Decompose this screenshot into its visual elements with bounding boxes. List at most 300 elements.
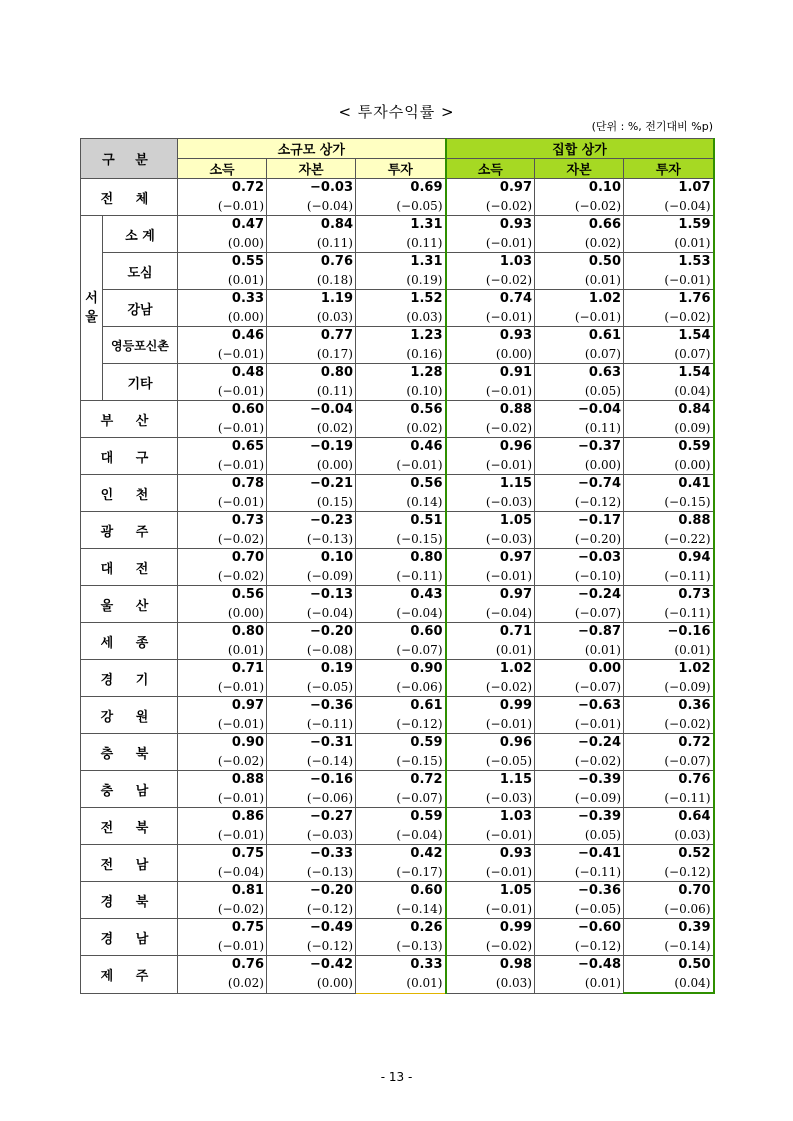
value-cell: 0.90 bbox=[178, 734, 267, 753]
change-cell: (−0.02) bbox=[446, 271, 535, 290]
change-cell: (−0.02) bbox=[178, 567, 267, 586]
change-cell: (0.00) bbox=[446, 345, 535, 364]
row-label-text: 대 구 bbox=[100, 450, 158, 466]
row-label bbox=[81, 475, 178, 512]
value-cell: 0.26 bbox=[356, 919, 446, 938]
value-cell: 0.93 bbox=[446, 216, 535, 235]
change-cell: (−0.01) bbox=[446, 715, 535, 734]
value-cell: −0.19 bbox=[267, 438, 356, 457]
value-cell: 1.76 bbox=[624, 290, 714, 309]
change-cell: (−0.01) bbox=[178, 826, 267, 845]
change-cell: (−0.01) bbox=[178, 382, 267, 401]
value-cell: 0.10 bbox=[267, 549, 356, 568]
change-cell: (−0.14) bbox=[624, 937, 714, 956]
value-cell: 0.50 bbox=[535, 253, 624, 272]
value-cell: 0.36 bbox=[624, 697, 714, 716]
value-cell: 0.42 bbox=[356, 845, 446, 864]
value-cell: 0.93 bbox=[446, 327, 535, 346]
change-cell: (−0.12) bbox=[267, 937, 356, 956]
table-row bbox=[81, 586, 714, 605]
value-cell: 0.93 bbox=[446, 845, 535, 864]
change-cell: (0.14) bbox=[356, 493, 446, 512]
row-label bbox=[81, 845, 178, 882]
row-label-text: 세 종 bbox=[100, 635, 158, 651]
change-cell: (−0.01) bbox=[178, 345, 267, 364]
change-cell: (0.03) bbox=[624, 826, 714, 845]
value-cell: 1.15 bbox=[446, 475, 535, 494]
value-cell: 0.50 bbox=[624, 956, 714, 975]
value-cell: 0.59 bbox=[624, 438, 714, 457]
value-cell: 0.33 bbox=[178, 290, 267, 309]
change-cell: (0.18) bbox=[267, 271, 356, 290]
value-cell: −0.41 bbox=[535, 845, 624, 864]
change-cell: (−0.07) bbox=[535, 678, 624, 697]
row-label: 도심 bbox=[103, 253, 178, 290]
table-row bbox=[81, 623, 714, 642]
seoul-group-label: 서 울 bbox=[81, 216, 103, 401]
change-cell: (−0.07) bbox=[356, 789, 446, 808]
change-cell: (−0.11) bbox=[624, 789, 714, 808]
change-cell: (−0.05) bbox=[267, 678, 356, 697]
change-cell: (0.11) bbox=[267, 382, 356, 401]
table-row bbox=[81, 290, 714, 309]
change-cell: (−0.01) bbox=[178, 419, 267, 438]
change-cell: (0.02) bbox=[356, 419, 446, 438]
value-cell: 0.80 bbox=[356, 549, 446, 568]
value-cell: 0.00 bbox=[535, 660, 624, 679]
table-row bbox=[81, 771, 714, 790]
change-cell: (0.01) bbox=[446, 641, 535, 660]
change-cell: (−0.07) bbox=[535, 604, 624, 623]
change-cell: (−0.15) bbox=[356, 752, 446, 771]
unit-note: (단위 : %, 전기대비 %p) bbox=[591, 120, 713, 133]
change-cell: (0.01) bbox=[356, 974, 446, 993]
value-cell: 0.81 bbox=[178, 882, 267, 901]
value-cell: 0.99 bbox=[446, 919, 535, 938]
small-income-header: 소득 bbox=[178, 159, 267, 179]
change-cell: (−0.03) bbox=[267, 826, 356, 845]
table-row bbox=[81, 660, 714, 679]
change-cell: (−0.06) bbox=[267, 789, 356, 808]
row-label bbox=[81, 771, 178, 808]
row-label bbox=[81, 438, 178, 475]
change-cell: (0.17) bbox=[267, 345, 356, 364]
value-cell: −0.23 bbox=[267, 512, 356, 531]
change-cell: (−0.11) bbox=[356, 567, 446, 586]
change-cell: (0.15) bbox=[267, 493, 356, 512]
change-cell: (0.07) bbox=[535, 345, 624, 364]
value-cell: −0.20 bbox=[267, 623, 356, 642]
row-label bbox=[81, 734, 178, 771]
change-cell: (−0.04) bbox=[267, 197, 356, 216]
row-label-text: 경 남 bbox=[100, 931, 158, 947]
value-cell: 0.72 bbox=[356, 771, 446, 790]
value-cell: −0.60 bbox=[535, 919, 624, 938]
value-cell: −0.63 bbox=[535, 697, 624, 716]
change-cell: (−0.01) bbox=[535, 715, 624, 734]
value-cell: −0.04 bbox=[267, 401, 356, 420]
table-row bbox=[81, 845, 714, 864]
change-cell: (−0.01) bbox=[446, 567, 535, 586]
value-cell: −0.33 bbox=[267, 845, 356, 864]
change-cell: (−0.15) bbox=[624, 493, 714, 512]
value-cell: 0.75 bbox=[178, 919, 267, 938]
value-cell: 0.47 bbox=[178, 216, 267, 235]
row-label bbox=[81, 401, 178, 438]
change-cell: (−0.04) bbox=[356, 604, 446, 623]
value-cell: 0.99 bbox=[446, 697, 535, 716]
change-cell: (−0.01) bbox=[178, 678, 267, 697]
change-cell: (0.00) bbox=[178, 604, 267, 623]
change-cell: (0.16) bbox=[356, 345, 446, 364]
change-cell: (0.01) bbox=[535, 641, 624, 660]
change-cell: (0.00) bbox=[624, 456, 714, 475]
table-row bbox=[81, 438, 714, 457]
row-label bbox=[81, 697, 178, 734]
change-cell: (0.04) bbox=[624, 974, 714, 993]
change-cell: (−0.03) bbox=[446, 493, 535, 512]
table-row bbox=[81, 734, 714, 753]
value-cell: −0.04 bbox=[535, 401, 624, 420]
value-cell: 0.76 bbox=[178, 956, 267, 975]
value-cell: 0.88 bbox=[446, 401, 535, 420]
value-cell: 1.54 bbox=[624, 327, 714, 346]
row-label-text: 전 남 bbox=[100, 857, 158, 873]
value-cell: −0.24 bbox=[535, 734, 624, 753]
change-cell: (0.05) bbox=[535, 826, 624, 845]
table-row bbox=[81, 697, 714, 716]
small-investment-header: 투자 bbox=[356, 159, 446, 179]
value-cell: 0.63 bbox=[535, 364, 624, 383]
value-cell: 1.02 bbox=[446, 660, 535, 679]
change-cell: (−0.01) bbox=[446, 900, 535, 919]
value-cell: 1.31 bbox=[356, 216, 446, 235]
value-cell: −0.36 bbox=[267, 697, 356, 716]
value-cell: −0.21 bbox=[267, 475, 356, 494]
row-label bbox=[81, 512, 178, 549]
cluster-income-header: 소득 bbox=[446, 159, 535, 179]
change-cell: (−0.03) bbox=[446, 789, 535, 808]
value-cell: 0.56 bbox=[356, 401, 446, 420]
change-cell: (−0.01) bbox=[535, 308, 624, 327]
value-cell: 0.72 bbox=[178, 179, 267, 198]
table-row bbox=[81, 549, 714, 568]
value-cell: 0.94 bbox=[624, 549, 714, 568]
row-label-text: 경 북 bbox=[100, 894, 158, 910]
value-cell: 0.46 bbox=[178, 327, 267, 346]
change-cell: (−0.02) bbox=[446, 419, 535, 438]
change-cell: (−0.02) bbox=[624, 308, 714, 327]
small-shop-header: 소규모 상가 bbox=[178, 139, 446, 159]
value-cell: 1.53 bbox=[624, 253, 714, 272]
value-cell: 0.56 bbox=[178, 586, 267, 605]
value-cell: 0.76 bbox=[624, 771, 714, 790]
table-row bbox=[81, 808, 714, 827]
row-label bbox=[81, 882, 178, 919]
value-cell: −0.87 bbox=[535, 623, 624, 642]
value-cell: 1.15 bbox=[446, 771, 535, 790]
value-cell: 0.52 bbox=[624, 845, 714, 864]
value-cell: −0.16 bbox=[624, 623, 714, 642]
row-label: 소 계 bbox=[103, 216, 178, 253]
value-cell: −0.20 bbox=[267, 882, 356, 901]
change-cell: (0.01) bbox=[624, 641, 714, 660]
value-cell: 1.02 bbox=[624, 660, 714, 679]
value-cell: 0.66 bbox=[535, 216, 624, 235]
change-cell: (−0.01) bbox=[178, 789, 267, 808]
row-label: 영등포신촌 bbox=[103, 327, 178, 364]
value-cell: 0.96 bbox=[446, 438, 535, 457]
change-cell: (−0.08) bbox=[267, 641, 356, 660]
value-cell: −0.13 bbox=[267, 586, 356, 605]
change-cell: (−0.12) bbox=[624, 863, 714, 882]
table-row bbox=[81, 179, 714, 198]
change-cell: (0.04) bbox=[624, 382, 714, 401]
table-title: < 투자수익률 > bbox=[338, 103, 455, 121]
value-cell: 0.76 bbox=[267, 253, 356, 272]
value-cell: 1.52 bbox=[356, 290, 446, 309]
change-cell: (−0.17) bbox=[356, 863, 446, 882]
change-cell: (−0.01) bbox=[624, 271, 714, 290]
change-cell: (−0.02) bbox=[178, 752, 267, 771]
change-cell: (0.02) bbox=[535, 234, 624, 253]
change-cell: (−0.14) bbox=[267, 752, 356, 771]
row-label bbox=[81, 919, 178, 956]
value-cell: 0.64 bbox=[624, 808, 714, 827]
value-cell: 1.54 bbox=[624, 364, 714, 383]
value-cell: 0.73 bbox=[624, 586, 714, 605]
table-row bbox=[81, 327, 714, 346]
change-cell: (−0.01) bbox=[446, 863, 535, 882]
row-label: 강남 bbox=[103, 290, 178, 327]
change-cell: (−0.05) bbox=[356, 197, 446, 216]
value-cell: 0.60 bbox=[356, 882, 446, 901]
small-capital-header: 자본 bbox=[267, 159, 356, 179]
value-cell: 1.03 bbox=[446, 253, 535, 272]
value-cell: 0.77 bbox=[267, 327, 356, 346]
table-row bbox=[81, 956, 714, 975]
value-cell: 0.59 bbox=[356, 734, 446, 753]
value-cell: 0.19 bbox=[267, 660, 356, 679]
category-header: 구 분 bbox=[81, 139, 178, 179]
value-cell: 0.65 bbox=[178, 438, 267, 457]
value-cell: 0.88 bbox=[624, 512, 714, 531]
value-cell: 0.78 bbox=[178, 475, 267, 494]
value-cell: 0.61 bbox=[535, 327, 624, 346]
row-label bbox=[81, 179, 178, 216]
value-cell: 1.02 bbox=[535, 290, 624, 309]
value-cell: −0.17 bbox=[535, 512, 624, 531]
value-cell: 0.75 bbox=[178, 845, 267, 864]
change-cell: (−0.09) bbox=[624, 678, 714, 697]
change-cell: (−0.02) bbox=[446, 678, 535, 697]
value-cell: −0.36 bbox=[535, 882, 624, 901]
change-cell: (−0.12) bbox=[356, 715, 446, 734]
value-cell: 1.31 bbox=[356, 253, 446, 272]
value-cell: 0.43 bbox=[356, 586, 446, 605]
change-cell: (−0.01) bbox=[178, 937, 267, 956]
value-cell: −0.48 bbox=[535, 956, 624, 975]
change-cell: (−0.01) bbox=[356, 456, 446, 475]
row-label-text: 전 북 bbox=[100, 820, 158, 836]
change-cell: (−0.04) bbox=[178, 863, 267, 882]
change-cell: (−0.02) bbox=[535, 752, 624, 771]
change-cell: (−0.01) bbox=[178, 493, 267, 512]
change-cell: (−0.04) bbox=[356, 826, 446, 845]
value-cell: 1.05 bbox=[446, 882, 535, 901]
change-cell: (0.02) bbox=[267, 419, 356, 438]
row-label-text: 충 남 bbox=[100, 783, 158, 799]
change-cell: (−0.01) bbox=[446, 826, 535, 845]
value-cell: 0.55 bbox=[178, 253, 267, 272]
value-cell: 0.84 bbox=[624, 401, 714, 420]
value-cell: 0.80 bbox=[178, 623, 267, 642]
change-cell: (−0.04) bbox=[624, 197, 714, 216]
table-row bbox=[81, 512, 714, 531]
change-cell: (0.10) bbox=[356, 382, 446, 401]
change-cell: (−0.11) bbox=[624, 567, 714, 586]
change-cell: (−0.07) bbox=[624, 752, 714, 771]
table-row bbox=[81, 216, 714, 235]
value-cell: −0.24 bbox=[535, 586, 624, 605]
value-cell: 0.41 bbox=[624, 475, 714, 494]
change-cell: (−0.13) bbox=[267, 863, 356, 882]
value-cell: 0.91 bbox=[446, 364, 535, 383]
value-cell: 0.96 bbox=[446, 734, 535, 753]
value-cell: 1.07 bbox=[624, 179, 714, 198]
change-cell: (−0.09) bbox=[535, 789, 624, 808]
change-cell: (0.01) bbox=[535, 271, 624, 290]
change-cell: (0.00) bbox=[267, 456, 356, 475]
value-cell: −0.03 bbox=[267, 179, 356, 198]
change-cell: (−0.13) bbox=[356, 937, 446, 956]
change-cell: (0.11) bbox=[535, 419, 624, 438]
row-label-text: 광 주 bbox=[100, 524, 158, 540]
value-cell: 0.59 bbox=[356, 808, 446, 827]
value-cell: 0.71 bbox=[446, 623, 535, 642]
change-cell: (−0.20) bbox=[535, 530, 624, 549]
value-cell: 1.05 bbox=[446, 512, 535, 531]
change-cell: (−0.12) bbox=[535, 493, 624, 512]
value-cell: −0.27 bbox=[267, 808, 356, 827]
value-cell: 0.70 bbox=[624, 882, 714, 901]
value-cell: 0.60 bbox=[178, 401, 267, 420]
value-cell: 0.86 bbox=[178, 808, 267, 827]
change-cell: (0.03) bbox=[356, 308, 446, 327]
change-cell: (−0.05) bbox=[535, 900, 624, 919]
change-cell: (0.05) bbox=[535, 382, 624, 401]
row-label-text: 강 원 bbox=[100, 709, 158, 725]
value-cell: 0.73 bbox=[178, 512, 267, 531]
table-row bbox=[81, 364, 714, 383]
value-cell: −0.03 bbox=[535, 549, 624, 568]
row-label-text: 전 체 bbox=[100, 191, 158, 207]
row-label: 기타 bbox=[103, 364, 178, 401]
value-cell: 0.80 bbox=[267, 364, 356, 383]
value-cell: 0.39 bbox=[624, 919, 714, 938]
change-cell: (−0.13) bbox=[267, 530, 356, 549]
change-cell: (−0.01) bbox=[446, 234, 535, 253]
value-cell: 1.23 bbox=[356, 327, 446, 346]
value-cell: −0.37 bbox=[535, 438, 624, 457]
change-cell: (0.19) bbox=[356, 271, 446, 290]
value-cell: −0.16 bbox=[267, 771, 356, 790]
value-cell: 0.51 bbox=[356, 512, 446, 531]
value-cell: 1.28 bbox=[356, 364, 446, 383]
cluster-investment-header: 투자 bbox=[624, 159, 714, 179]
change-cell: (−0.11) bbox=[267, 715, 356, 734]
cluster-capital-header: 자본 bbox=[535, 159, 624, 179]
cluster-shop-header: 집합 상가 bbox=[446, 139, 714, 159]
change-cell: (−0.11) bbox=[624, 604, 714, 623]
change-cell: (−0.01) bbox=[446, 382, 535, 401]
row-label bbox=[81, 660, 178, 697]
change-cell: (−0.10) bbox=[535, 567, 624, 586]
value-cell: 1.03 bbox=[446, 808, 535, 827]
change-cell: (−0.12) bbox=[267, 900, 356, 919]
change-cell: (−0.05) bbox=[446, 752, 535, 771]
change-cell: (−0.03) bbox=[446, 530, 535, 549]
row-label-text: 인 천 bbox=[100, 487, 158, 503]
change-cell: (0.07) bbox=[624, 345, 714, 364]
value-cell: 0.90 bbox=[356, 660, 446, 679]
change-cell: (0.09) bbox=[624, 419, 714, 438]
change-cell: (−0.01) bbox=[178, 197, 267, 216]
change-cell: (−0.01) bbox=[178, 715, 267, 734]
change-cell: (−0.01) bbox=[178, 456, 267, 475]
row-label-text: 부 산 bbox=[100, 413, 158, 429]
value-cell: 0.97 bbox=[446, 586, 535, 605]
table-row bbox=[81, 253, 714, 272]
value-cell: 0.74 bbox=[446, 290, 535, 309]
value-cell: 0.84 bbox=[267, 216, 356, 235]
page-number: - 13 - bbox=[380, 1070, 413, 1084]
row-label-text: 제 주 bbox=[100, 968, 158, 984]
value-cell: 0.72 bbox=[624, 734, 714, 753]
value-cell: 0.97 bbox=[446, 549, 535, 568]
row-label-text: 울 산 bbox=[100, 598, 158, 614]
table-row bbox=[81, 401, 714, 420]
value-cell: −0.49 bbox=[267, 919, 356, 938]
change-cell: (−0.01) bbox=[446, 456, 535, 475]
value-cell: 1.59 bbox=[624, 216, 714, 235]
change-cell: (0.02) bbox=[178, 974, 267, 993]
change-cell: (−0.04) bbox=[446, 604, 535, 623]
change-cell: (−0.07) bbox=[356, 641, 446, 660]
change-cell: (0.01) bbox=[624, 234, 714, 253]
value-cell: −0.31 bbox=[267, 734, 356, 753]
row-label bbox=[81, 808, 178, 845]
value-cell: 0.70 bbox=[178, 549, 267, 568]
change-cell: (−0.14) bbox=[356, 900, 446, 919]
value-cell: −0.42 bbox=[267, 956, 356, 975]
table-row bbox=[81, 882, 714, 901]
value-cell: 0.56 bbox=[356, 475, 446, 494]
value-cell: 0.97 bbox=[446, 179, 535, 198]
value-cell: 0.48 bbox=[178, 364, 267, 383]
value-cell: 0.97 bbox=[178, 697, 267, 716]
row-label bbox=[81, 549, 178, 586]
row-label bbox=[81, 586, 178, 623]
change-cell: (−0.15) bbox=[356, 530, 446, 549]
row-label-text: 경 기 bbox=[100, 672, 158, 688]
value-cell: −0.39 bbox=[535, 771, 624, 790]
table-row bbox=[81, 475, 714, 494]
change-cell: (−0.01) bbox=[446, 308, 535, 327]
change-cell: (0.00) bbox=[178, 308, 267, 327]
change-cell: (0.03) bbox=[267, 308, 356, 327]
row-label-text: 충 북 bbox=[100, 746, 158, 762]
